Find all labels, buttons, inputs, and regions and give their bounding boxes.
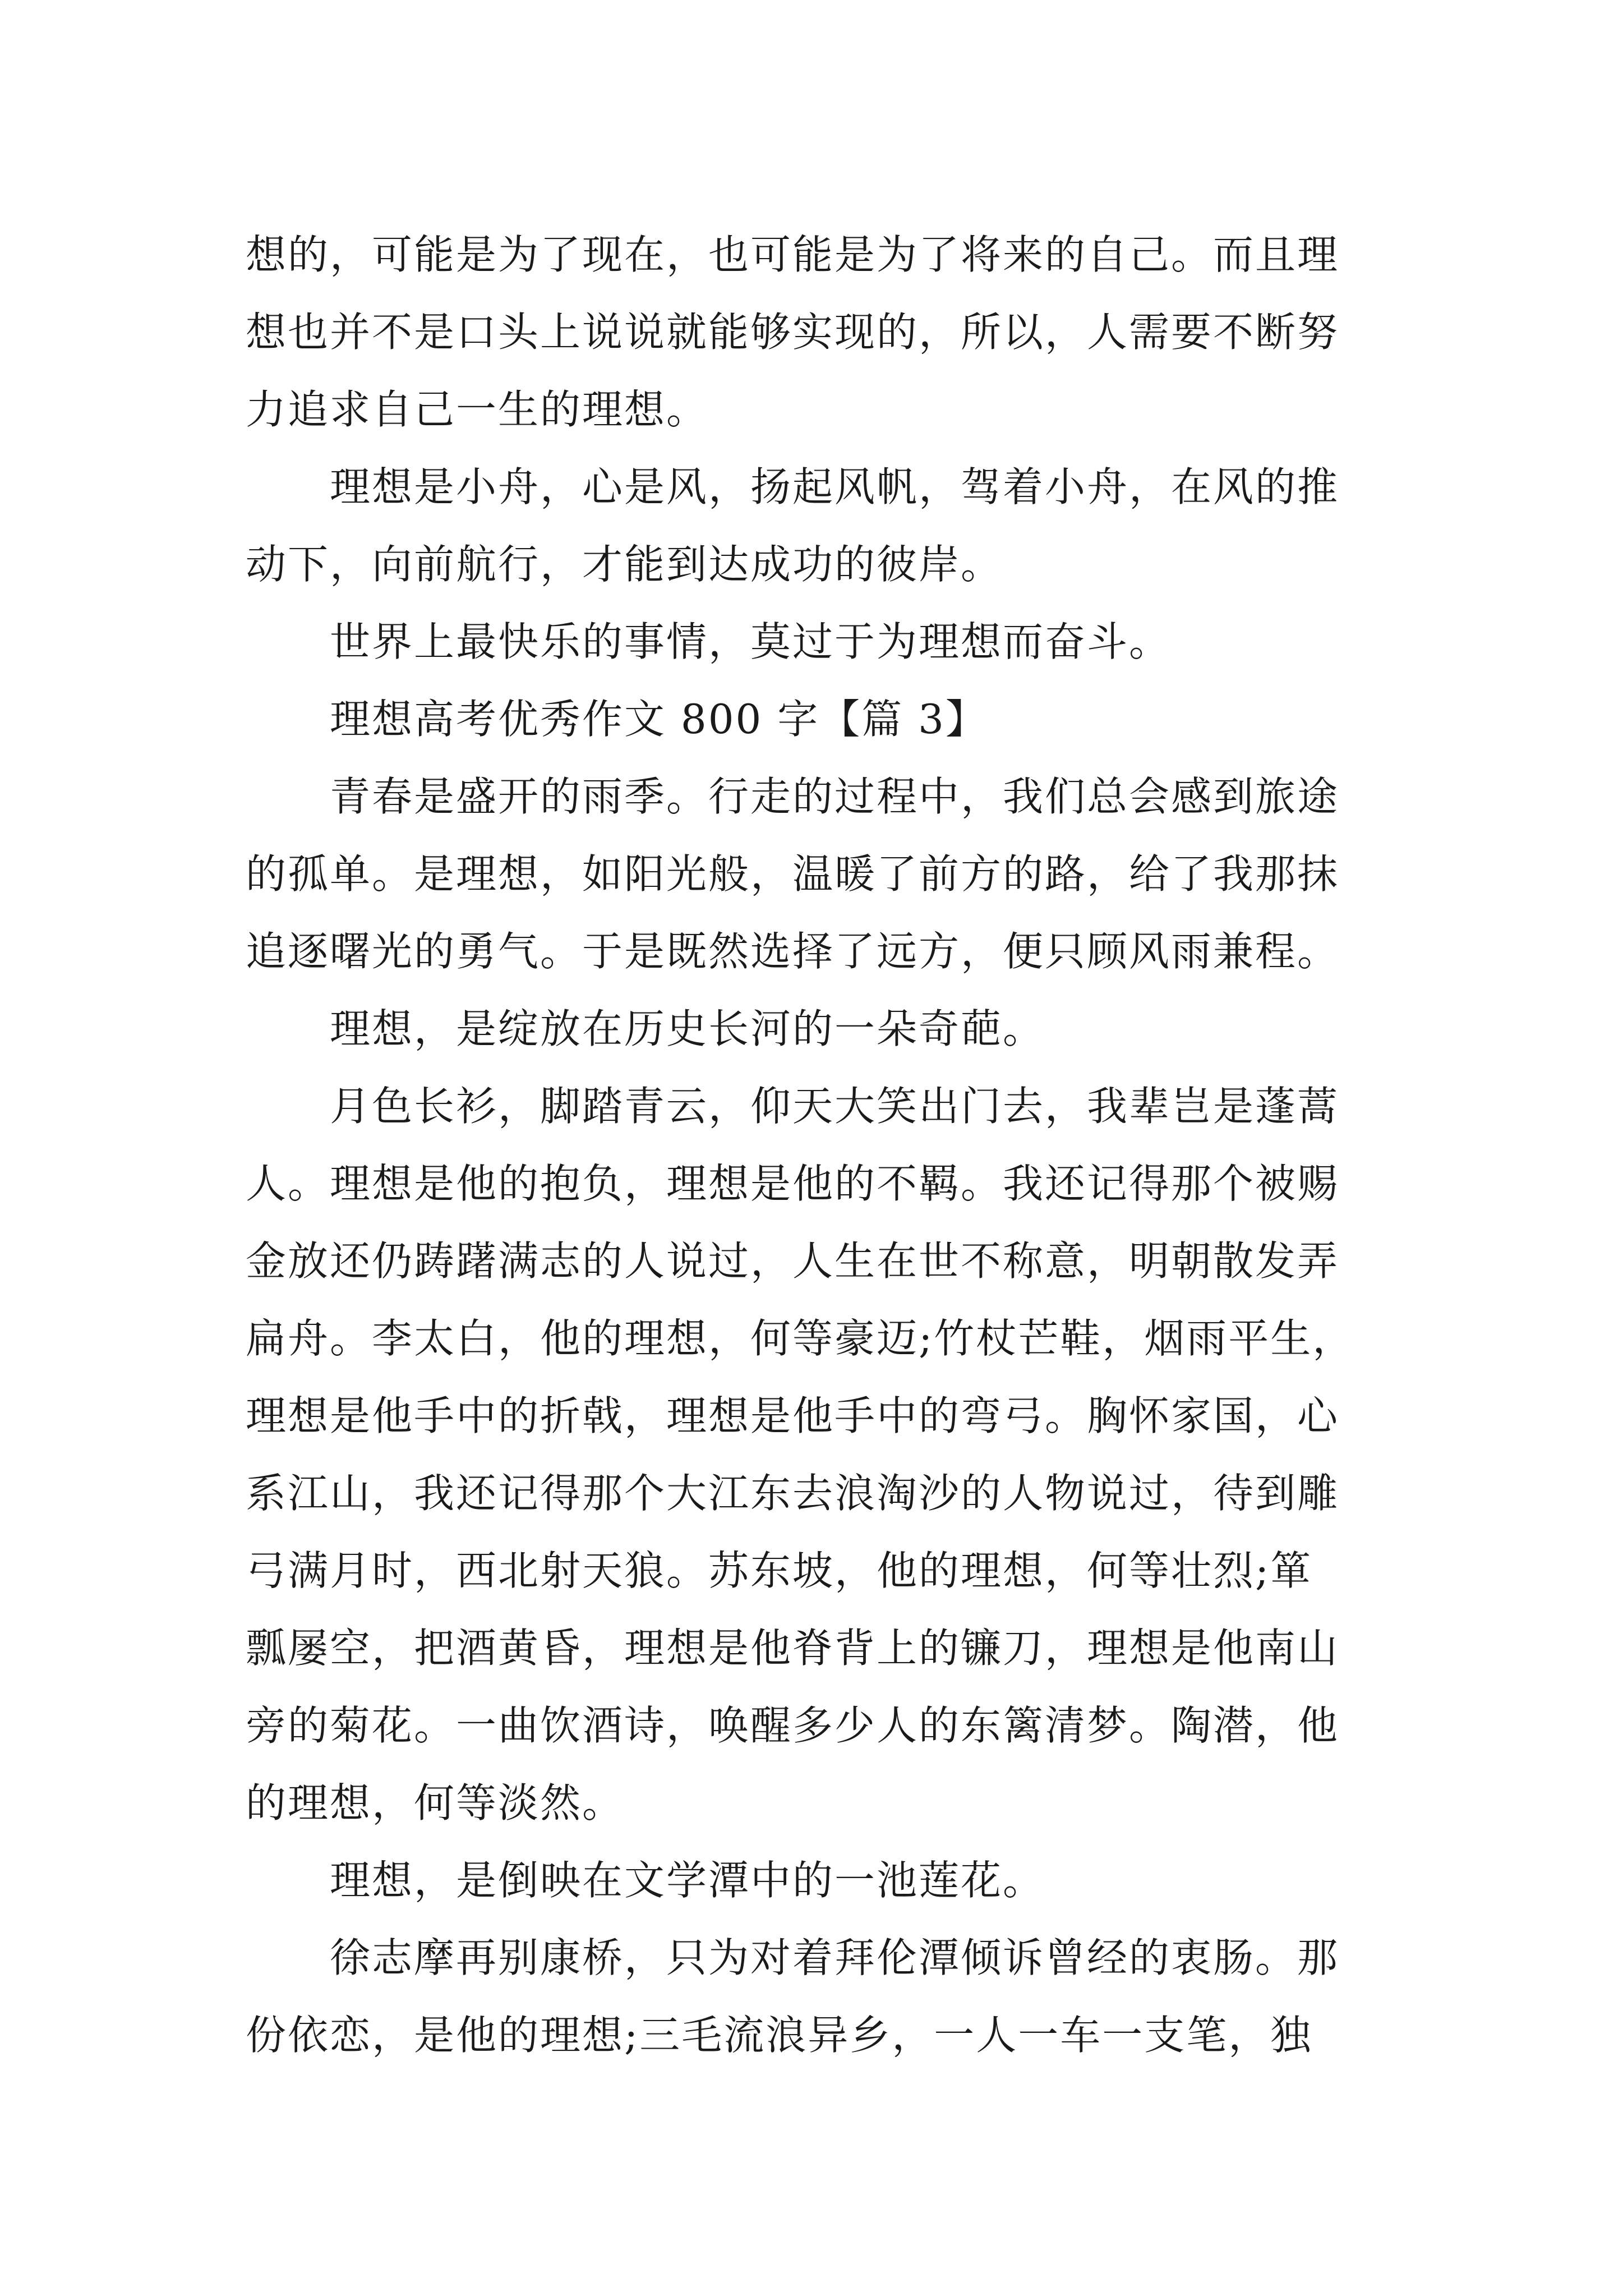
text-line: 理想，是绽放在历史长河的一朵奇葩。 (330, 1005, 1045, 1052)
text-line: 人。理想是他的抱负，理想是他的不羁。我还记得那个被赐 (246, 1160, 1340, 1207)
text-line: 动下，向前航行，才能到达成功的彼岸。 (246, 541, 1003, 588)
text-line: 追逐曙光的勇气。于是既然选择了远方，便只顾风雨兼程。 (246, 928, 1340, 975)
text-line: 弓满月时，西北射天狼。苏东坡，他的理想，何等壮烈;箪 (246, 1547, 1313, 1594)
text-line: 理想是小舟，心是风，扬起风帆，驾着小舟，在风的推 (330, 463, 1340, 510)
text-line: 瓢屡空，把酒黄昏，理想是他脊背上的镰刀，理想是他南山 (246, 1625, 1340, 1672)
text-line: 徐志摩再别康桥，只为对着拜伦潭倾诉曾经的衷肠。那 (330, 1934, 1340, 1981)
text-line: 的理想，何等淡然。 (246, 1779, 625, 1826)
document-body (246, 216, 1385, 2074)
text-line: 理想是他手中的折戟，理想是他手中的弯弓。胸怀家国，心 (246, 1392, 1340, 1439)
text-line: 扁舟。李太白，他的理想，何等豪迈;竹杖芒鞋，烟雨平生， (246, 1315, 1355, 1362)
text-line: 月色长衫，脚踏青云，仰天大笑出门去，我辈岂是蓬蒿 (330, 1083, 1340, 1130)
text-line: 份依恋，是他的理想;三毛流浪异乡，一人一车一支笔，独 (246, 2012, 1313, 2059)
text-line: 青春是盛开的雨季。行走的过程中，我们总会感到旅途 (330, 773, 1340, 820)
text-line: 的孤单。是理想，如阳光般，温暖了前方的路，给了我那抹 (246, 850, 1340, 898)
text-line: 理想，是倒映在文学潭中的一池莲花。 (330, 1857, 1045, 1904)
text-line: 想也并不是口头上说说就能够实现的，所以，人需要不断努 (246, 309, 1340, 356)
text-line: 世界上最快乐的事情，莫过于为理想而奋斗。 (330, 618, 1172, 665)
text-line: 旁的菊花。一曲饮酒诗，唤醒多少人的东篱清梦。陶潜，他 (246, 1702, 1340, 1749)
text-line: 想的，可能是为了现在，也可能是为了将来的自己。而且理 (246, 231, 1340, 278)
section-heading: 理想高考优秀作文 800 字【篇 3】 (330, 696, 988, 743)
text-line: 力追求自己一生的理想。 (246, 386, 709, 433)
text-line: 金放还仍踌躇满志的人说过，人生在世不称意，明朝散发弄 (246, 1237, 1340, 1285)
text-line: 系江山，我还记得那个大江东去浪淘沙的人物说过，待到雕 (246, 1470, 1340, 1517)
